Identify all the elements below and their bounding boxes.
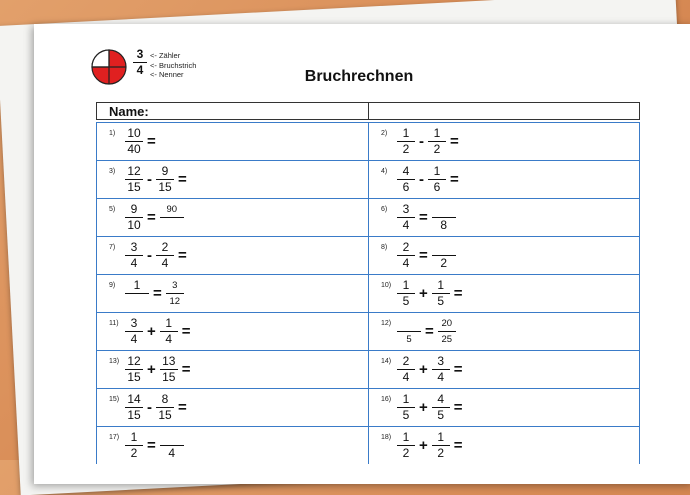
fraction	[166, 279, 184, 308]
fraction-numerator: 12	[127, 353, 141, 368]
fraction	[160, 431, 184, 460]
fraction	[428, 127, 446, 156]
fraction	[125, 241, 143, 270]
fraction	[432, 355, 450, 384]
fraction-numerator: 12	[127, 163, 141, 178]
operator: +	[419, 360, 428, 378]
operator: -	[147, 246, 152, 264]
fraction	[125, 165, 143, 194]
fraction-denominator: 15	[127, 179, 141, 194]
exercise-expression	[123, 239, 189, 271]
fraction	[432, 279, 450, 308]
exercise-expression	[123, 353, 193, 385]
exercise-expression	[395, 163, 461, 195]
operator: +	[147, 322, 156, 340]
fraction	[156, 165, 174, 194]
worksheet-page	[34, 24, 690, 484]
fraction-numerator: 4	[402, 163, 410, 178]
exercise-cell	[368, 237, 639, 274]
fraction-denominator: 4	[402, 217, 410, 232]
fraction-bar	[166, 293, 184, 294]
exercise-cell	[368, 389, 639, 426]
exercise-expression	[395, 277, 465, 309]
fraction-numerator: 2	[161, 239, 169, 254]
equals-sign: =	[453, 360, 463, 378]
name-row	[96, 102, 640, 120]
operator: +	[419, 398, 428, 416]
exercise-row	[96, 274, 640, 312]
equals-sign: =	[178, 398, 187, 416]
fraction	[397, 431, 415, 460]
fraction-denominator: 2	[402, 445, 410, 460]
exercise-row	[96, 236, 640, 274]
fraction-numerator: 1	[402, 125, 410, 140]
fraction	[432, 203, 456, 232]
operator: +	[419, 284, 428, 302]
fraction-bar	[160, 217, 184, 218]
fraction-denominator: 15	[127, 407, 141, 422]
exercise-cell	[368, 199, 639, 236]
fraction-numerator: 1	[402, 391, 410, 406]
exercise-number: 15)	[109, 396, 120, 403]
fraction-denominator: 4	[165, 331, 173, 346]
exercise-cell	[97, 199, 368, 236]
fraction-numerator: 9	[130, 201, 138, 216]
fraction-denominator: 4	[437, 369, 445, 384]
fraction-numerator: 20	[441, 317, 453, 329]
fraction	[397, 279, 415, 308]
fraction	[160, 317, 178, 346]
fraction-numerator: 4	[437, 391, 445, 406]
name-row-divider	[368, 103, 369, 119]
exercise-cell	[368, 351, 639, 388]
fraction	[160, 203, 184, 232]
fraction	[397, 203, 415, 232]
exercise-expression	[395, 391, 465, 423]
exercise-cell	[97, 161, 368, 198]
exercise-row	[96, 388, 640, 426]
exercise-number: 7)	[109, 244, 116, 251]
exercise-number: 10)	[381, 282, 392, 289]
exercise-cell	[97, 123, 368, 160]
fraction-pie-icon	[90, 48, 128, 86]
exercise-number: 9)	[109, 282, 116, 289]
fraction-denominator: 4	[168, 445, 176, 460]
fraction-numerator: 2	[402, 239, 410, 254]
exercise-cell	[368, 427, 639, 464]
exercise-number: 13)	[109, 358, 120, 365]
equals-sign: =	[450, 132, 459, 150]
exercise-cell	[97, 351, 368, 388]
fraction-denominator: 5	[437, 407, 445, 422]
exercise-expression	[395, 125, 461, 157]
fraction	[160, 355, 178, 384]
equals-sign: =	[419, 208, 428, 226]
fraction-denominator: 5	[402, 407, 410, 422]
exercise-expression	[395, 239, 458, 271]
fraction-denominator: 15	[162, 369, 176, 384]
equals-sign: =	[453, 436, 463, 454]
exercise-cell	[97, 275, 368, 312]
fraction-numerator: 14	[127, 391, 141, 406]
equals-sign: =	[178, 170, 187, 188]
fraction-denominator: 15	[158, 179, 172, 194]
exercise-number: 3)	[109, 168, 116, 175]
exercise-expression	[123, 315, 193, 347]
fraction	[397, 317, 421, 346]
exercise-row	[96, 350, 640, 388]
page-title: Bruchrechnen	[304, 68, 414, 85]
exercise-number: 17)	[109, 434, 120, 441]
operator: +	[147, 360, 156, 378]
fraction-numerator: 3	[437, 353, 445, 368]
fraction	[397, 127, 415, 156]
fraction-numerator: 1	[402, 429, 410, 444]
fraction	[125, 431, 143, 460]
exercise-expression	[123, 277, 186, 309]
fraction-denominator: 2	[437, 445, 445, 460]
equals-sign: =	[178, 246, 187, 264]
exercise-expression	[395, 429, 465, 461]
fraction-bar	[125, 293, 149, 294]
exercise-row	[96, 122, 640, 160]
exercise-number: 6)	[381, 206, 388, 213]
exercise-cell	[368, 161, 639, 198]
fraction-numerator: 3	[130, 239, 138, 254]
fraction-denominator: 6	[433, 179, 441, 194]
fraction-numerator: 9	[161, 163, 169, 178]
exercise-cell	[97, 427, 368, 464]
exercise-cell	[97, 389, 368, 426]
fraction-denominator: 40	[127, 141, 141, 156]
exercise-row	[96, 160, 640, 198]
exercise-cell	[368, 123, 639, 160]
fraction	[125, 279, 149, 308]
fraction-numerator: 1	[130, 429, 138, 444]
fraction-numerator: 13	[162, 353, 176, 368]
fraction	[125, 127, 143, 156]
fraction	[125, 355, 143, 384]
fraction-numerator: 90	[166, 203, 178, 215]
fraction-numerator: 2	[402, 353, 410, 368]
fraction	[432, 393, 450, 422]
exercise-number: 16)	[381, 396, 392, 403]
equals-sign: =	[147, 208, 156, 226]
legend-denominator: 4	[136, 63, 144, 77]
exercise-expression	[395, 353, 465, 385]
equals-sign: =	[425, 322, 434, 340]
exercise-expression	[123, 429, 186, 461]
fraction-denominator: 4	[130, 331, 138, 346]
operator: -	[419, 170, 424, 188]
fraction	[432, 241, 456, 270]
fraction-numerator: 1	[437, 429, 445, 444]
legend-numerator: 3	[136, 47, 144, 61]
exercise-number: 12)	[381, 320, 392, 327]
fraction-numerator: 3	[402, 201, 410, 216]
exercise-row	[96, 426, 640, 464]
exercise-expression	[395, 315, 458, 347]
equals-sign: =	[181, 322, 191, 340]
fraction-denominator: 12	[169, 295, 181, 307]
fraction-denominator: 4	[402, 369, 410, 384]
exercise-cell	[97, 237, 368, 274]
fraction-denominator: 15	[158, 407, 172, 422]
exercise-row	[96, 312, 640, 350]
fraction-numerator: 1	[165, 315, 173, 330]
fraction-numerator: 3	[130, 315, 138, 330]
operator: -	[419, 132, 424, 150]
fraction-denominator: 6	[402, 179, 410, 194]
fraction-denominator: 5	[402, 293, 410, 308]
fraction	[397, 165, 415, 194]
name-label: Name:	[109, 104, 149, 119]
fraction-denominator: 25	[441, 333, 453, 345]
fraction-denominator: 5	[406, 333, 412, 345]
equals-sign: =	[147, 132, 156, 150]
exercise-number: 1)	[109, 130, 116, 137]
equals-sign: =	[419, 246, 428, 264]
fraction	[397, 355, 415, 384]
fraction-bar	[397, 331, 421, 332]
fraction-numerator: 8	[161, 391, 169, 406]
exercise-expression	[123, 163, 189, 195]
fraction-bar	[438, 331, 456, 332]
fraction	[156, 393, 174, 422]
fraction-numerator: 1	[402, 277, 410, 292]
equals-sign: =	[453, 284, 463, 302]
fraction-numerator: 1	[433, 163, 441, 178]
fraction-denominator: 15	[127, 369, 141, 384]
exercise-row	[96, 198, 640, 236]
exercise-number: 8)	[381, 244, 388, 251]
fraction	[125, 203, 143, 232]
legend-label-bruchstrich: <- Bruchstrich	[150, 60, 197, 70]
fraction	[156, 241, 174, 270]
fraction-numerator: 1	[433, 125, 441, 140]
operator: -	[147, 398, 152, 416]
exercise-cell	[97, 313, 368, 350]
fraction	[432, 431, 450, 460]
legend-fraction	[133, 48, 147, 77]
exercise-number: 5)	[109, 206, 116, 213]
fraction-numerator: 3	[172, 279, 178, 291]
exercise-cell	[368, 313, 639, 350]
exercise-number: 11)	[109, 320, 119, 327]
fraction	[428, 165, 446, 194]
exercise-number: 4)	[381, 168, 388, 175]
equals-sign: =	[453, 398, 463, 416]
equals-sign: =	[450, 170, 459, 188]
fraction-denominator: 8	[440, 217, 448, 232]
exercise-expression	[123, 201, 186, 233]
exercise-grid	[96, 122, 640, 464]
exercise-expression	[123, 125, 158, 157]
fraction-denominator: 2	[130, 445, 138, 460]
fraction-denominator: 4	[130, 255, 138, 270]
fraction-denominator: 10	[127, 217, 141, 232]
legend-label-nenner: <- Nenner	[150, 70, 184, 79]
exercise-number: 2)	[381, 130, 388, 137]
exercise-expression	[123, 391, 189, 423]
fraction-numerator: 1	[437, 277, 445, 292]
fraction-numerator: 10	[127, 125, 141, 140]
legend-labels	[150, 51, 196, 80]
exercise-cell	[368, 275, 639, 312]
fraction	[125, 393, 143, 422]
fraction-denominator: 2	[440, 255, 448, 270]
equals-sign: =	[147, 436, 156, 454]
exercise-number: 18)	[381, 434, 392, 441]
fraction	[438, 317, 456, 346]
fraction-denominator: 5	[437, 293, 445, 308]
operator: -	[147, 170, 152, 188]
exercise-number: 14)	[381, 358, 392, 365]
legend-label-zaehler: <- Zähler	[150, 51, 181, 60]
fraction-denominator: 4	[161, 255, 169, 270]
equals-sign: =	[153, 284, 162, 302]
fraction-denominator: 4	[402, 255, 410, 270]
exercise-expression	[395, 201, 458, 233]
fraction-denominator: 2	[433, 141, 441, 156]
fraction	[125, 317, 143, 346]
operator: +	[419, 436, 428, 454]
fraction-denominator: 2	[402, 141, 410, 156]
fraction	[397, 393, 415, 422]
equals-sign: =	[181, 360, 191, 378]
fraction	[397, 241, 415, 270]
fraction-numerator: 1	[133, 277, 141, 292]
